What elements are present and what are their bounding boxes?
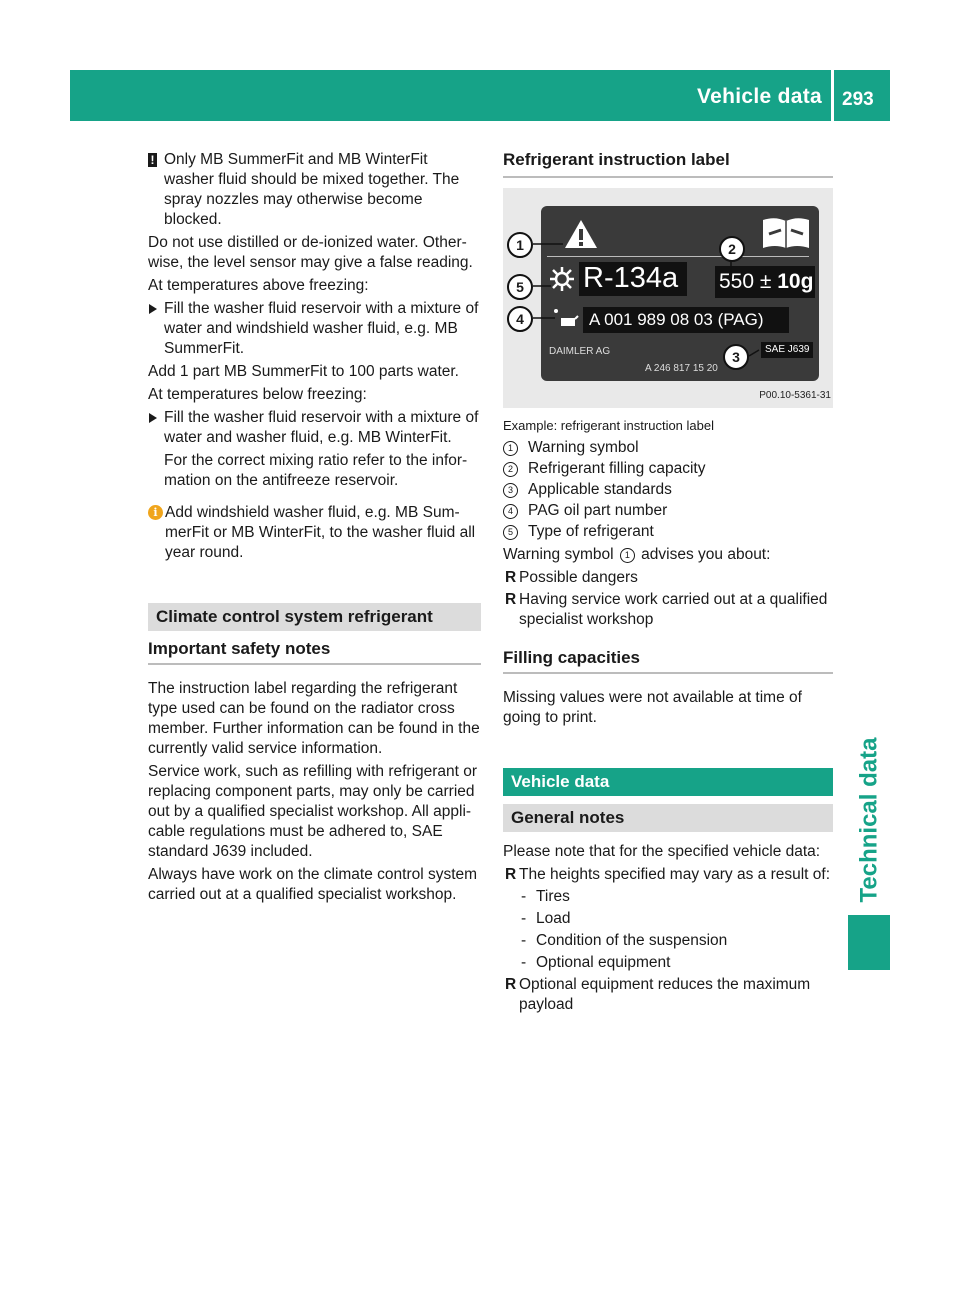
paragraph: Missing values were not available at time of going to print. xyxy=(503,689,802,726)
dash-text: Optional equipment xyxy=(536,954,671,971)
info-note xyxy=(148,503,481,563)
legend-text: Refrigerant filling capacity xyxy=(528,460,706,477)
legend-number: 3 xyxy=(503,483,518,498)
bullet-text: The heights specified may vary as a result of: xyxy=(519,866,831,883)
legend-text: PAG oil part number xyxy=(528,502,668,519)
bullet-mark: R xyxy=(505,976,517,993)
page-number: 293 xyxy=(842,89,874,110)
dash-item xyxy=(503,887,833,907)
info-icon: i xyxy=(148,505,163,520)
dash-item xyxy=(503,953,833,973)
section-band-general-notes: General notes xyxy=(503,804,833,832)
step xyxy=(148,408,481,448)
callout-leaders xyxy=(503,188,833,408)
dash-text: Load xyxy=(536,910,571,927)
header-title: Vehicle data xyxy=(697,85,822,108)
section-band-climate: Climate control system refrigerant xyxy=(148,603,481,631)
capacity-prefix: 550 ± xyxy=(719,270,778,293)
callout-4: 4 xyxy=(507,306,533,332)
paragraph: At temperatures below freezing: xyxy=(148,386,367,403)
subhead-refrigerant-label: Refrigerant instruction label xyxy=(503,150,833,178)
warning-note xyxy=(148,150,481,230)
legend-text: Warning symbol xyxy=(528,439,639,456)
step-arrow-icon xyxy=(149,413,157,423)
left-column xyxy=(148,150,481,908)
label-part-number: A 246 817 15 20 xyxy=(645,363,718,374)
right-column xyxy=(503,150,833,1017)
bullet-item xyxy=(503,568,833,588)
warning-icon: ! xyxy=(148,153,157,167)
paragraph: Please note that for the specified vehicle data: xyxy=(503,843,821,860)
dash-mark: - xyxy=(521,888,527,905)
legend-number: 4 xyxy=(503,504,518,519)
paragraph: Add 1 part MB SummerFit to 100 parts water. xyxy=(148,363,459,380)
refrigerant-label-figure xyxy=(503,188,833,408)
subhead-filling-capacities: Filling capacities xyxy=(503,648,833,674)
figure-caption: Example: refrigerant instruction label xyxy=(503,418,714,433)
capacity-bold: 10g xyxy=(777,270,814,293)
side-tab-marker xyxy=(848,915,890,970)
bullet-mark: R xyxy=(505,569,517,586)
warning-intro xyxy=(503,545,833,565)
bullet-mark: R xyxy=(505,591,517,608)
step-arrow-icon xyxy=(149,304,157,314)
legend-item xyxy=(503,459,833,479)
dash-text: Condition of the suspension xyxy=(536,932,728,949)
oil-part-number: A 001 989 08 03 (PAG) xyxy=(589,310,764,329)
callout-5: 5 xyxy=(507,274,533,300)
bullet-mark: R xyxy=(505,866,517,883)
bullet-item xyxy=(503,975,833,1015)
legend-number: 2 xyxy=(503,462,518,477)
warning-intro-text-b: advises you about: xyxy=(641,546,771,563)
bullet-text: Optional equipment reduces the maximum payload xyxy=(519,976,811,1013)
legend-item xyxy=(503,522,833,542)
refrigerant-type: R-134a xyxy=(583,262,679,294)
dash-mark: - xyxy=(521,910,527,927)
dash-mark: - xyxy=(521,932,527,949)
legend-number: 5 xyxy=(503,525,518,540)
side-tab xyxy=(848,737,890,903)
legend-item xyxy=(503,501,833,521)
legend-item xyxy=(503,480,833,500)
paragraph: Always have work on the climate control system carried out at a qualified specialist workshop. xyxy=(148,866,478,903)
legend-number: 1 xyxy=(503,441,518,456)
paragraph: Do not use distilled or de-ionized water. Other-wise, the level sensor may give a false reading. xyxy=(148,234,473,271)
step-text: Fill the washer fluid reservoir with a mixture of water and windshield washer fluid, e.g. MB SummerFit. xyxy=(164,300,479,357)
warning-intro-number: 1 xyxy=(620,548,635,563)
manufacturer: DAIMLER AG xyxy=(549,346,611,357)
info-note-text: Add windshield washer fluid, e.g. MB Sum-merFit or MB WinterFit, to the washer fluid all year round. xyxy=(165,504,476,561)
dash-mark: - xyxy=(521,954,527,971)
subhead-safety: Important safety notes xyxy=(148,639,481,665)
header-separator xyxy=(831,70,834,121)
warning-intro-text: Warning symbol xyxy=(503,546,614,563)
warning-note-text: Only MB SummerFit and MB WinterFit washer fluid should be mixed together. The spray nozzles may otherwise become blocked. xyxy=(164,151,460,228)
bullet-text: Having service work carried out at a qualified specialist workshop xyxy=(519,591,828,628)
standard-text: SAE J639 xyxy=(765,344,810,355)
legend-text: Type of refrigerant xyxy=(528,523,654,540)
bullet-item xyxy=(503,865,833,885)
paragraph: Service work, such as refilling with refrigerant or replacing component parts, may only be carried out by a qualified specialist workshop. All appli-cable regulations must be adhered to, SAE standard J639 included. xyxy=(148,763,478,860)
legend-text: Applicable standards xyxy=(528,481,672,498)
dash-item xyxy=(503,931,833,951)
callout-1: 1 xyxy=(507,232,533,258)
step xyxy=(148,299,481,359)
bullet-text: Possible dangers xyxy=(519,569,638,586)
figure-code: P00.10-5361-31 xyxy=(759,390,831,401)
legend-item xyxy=(503,438,833,458)
paragraph: The instruction label regarding the refrigerant type used can be found on the radiator cross member. Further information can be found in the currently valid service information. xyxy=(148,680,480,757)
callout-2: 2 xyxy=(719,236,745,262)
step-result: For the correct mixing ratio refer to the infor-mation on the antifreeze reservoir. xyxy=(164,452,468,489)
side-tab-label: Technical data xyxy=(855,737,883,903)
bullet-item xyxy=(503,590,833,630)
section-band-vehicle-data: Vehicle data xyxy=(503,768,833,796)
step-text: Fill the washer fluid reservoir with a mixture of water and washer fluid, e.g. MB WinterFit. xyxy=(164,409,479,446)
paragraph: At temperatures above freezing: xyxy=(148,277,369,294)
callout-3: 3 xyxy=(723,344,749,370)
dash-text: Tires xyxy=(536,888,570,905)
dash-item xyxy=(503,909,833,929)
